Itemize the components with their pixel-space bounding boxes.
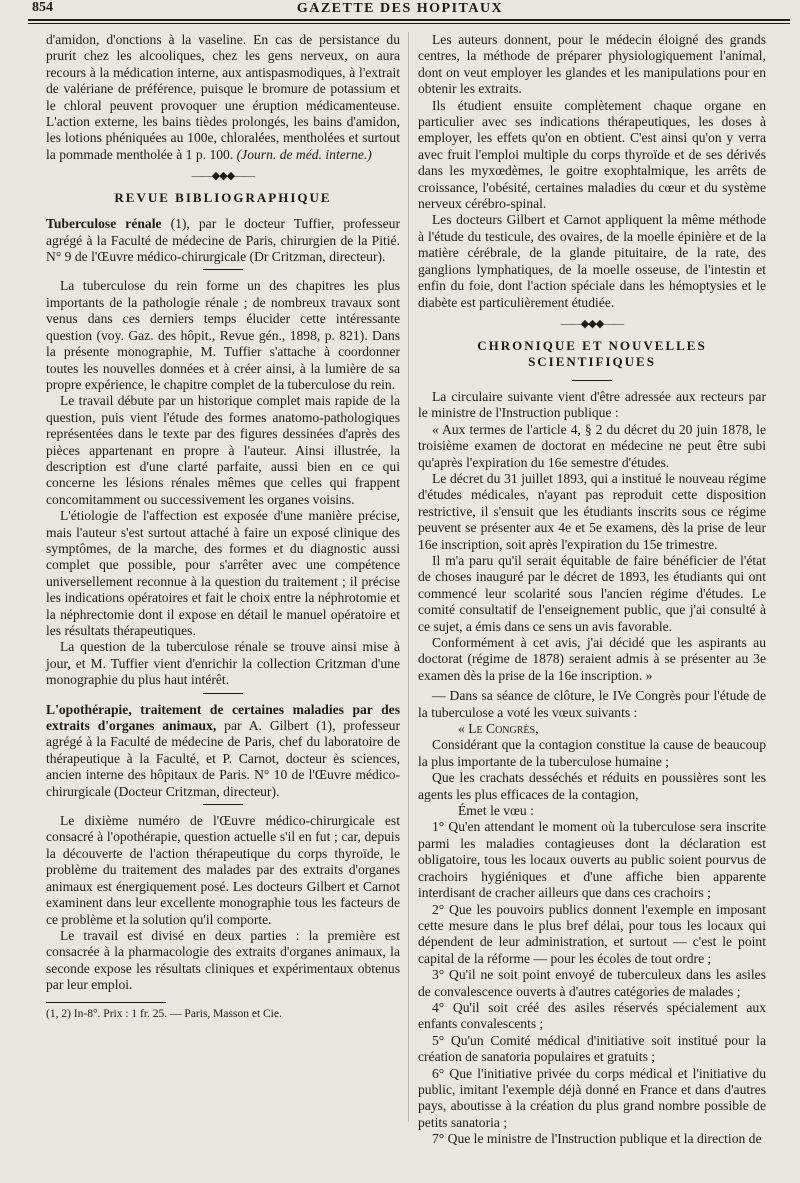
divider: [203, 269, 243, 270]
left-column: [46, 32, 400, 1132]
paragraph: Le décret du 31 juillet 1893, qui a institué le nouveau régime d'études médicales, n'ayant pas reproduit cette disposition restrictive, il s'ensuit que les étudiants inscrits sous ce régime peuvent se présenter aux 4e et 5e examens, dès la prise de leur 16e inscription, soit après l'expiration du 15e trimestre.: [418, 470, 766, 552]
paragraph: — Dans sa séance de clôture, le IVe Congrès pour l'étude de la tuberculose a voté les vœux suivants :: [418, 688, 766, 720]
paragraph: Que les crachats desséchés et réduits en poussières sont les agents les plus efficaces de la contagion,: [418, 770, 766, 802]
footnote: (1, 2) In-8°. Prix : 1 fr. 25. — Paris, Masson et Cie.: [46, 1007, 282, 1020]
footnote-rule: [46, 1002, 166, 1003]
column-separator: [408, 32, 409, 1122]
review-heading: Tuberculose rénale (1), par le docteur Tuffier, professeur agrégé à la Faculté de médecine de Paris, chirurgien de la Pitié. N° 9 de l'Œuvre médico-chirurgicale (Dr Critzman, directeur).: [46, 216, 400, 265]
paragraph: Le dixième numéro de l'Œuvre médico-chirurgicale est consacré à l'opothérapie, question actuelle s'il en fut ; car, depuis la découverte de l'action thérapeutique du corps thyroïde, le problème du traitement des malades par des extraits d'organes animaux est énergiquement posé. Les docteurs Gilbert et Carnot examinent dans leur excellente monographie tous les facteurs de ce problème et la solution qu'il comporte.: [46, 813, 400, 927]
paragraph: La circulaire suivante vient d'être adressée aux recteurs par le ministre de l'Instruction publique :: [418, 388, 766, 421]
paragraph: Le travail est divisé en deux parties : la première est consacrée à la pharmacologie des extraits d'organes animaux, la seconde expose les résultats cliniques et expérimentaux obtenus par leur emploi.: [46, 927, 400, 993]
ornament-divider: ——◆◆◆——: [191, 170, 255, 183]
list-item: 4° Qu'il soit créé des asiles réservés spécialement aux enfants convalescents ;: [418, 999, 766, 1032]
paragraph: Ils étudient ensuite complètement chaque organe en particulier avec ses indications thérapeutiques, les doses à employer, les effets qu'on en obtient. C'est ainsi qu'on y verra avec fruit l'emploi multiple du corps thyroïde et de ses dérivés dans les myxœdèmes, le goitre exophtalmique, les arrêts de croissance, l'obésité, certaines maladies du cœur et du système nerveux cérébro-spinal.: [418, 97, 766, 212]
section-title-revue: REVUE BIBLIOGRAPHIQUE: [114, 190, 332, 206]
paragraph: Le travail débute par un historique complet mais rapide de la question, puis vient l'étude des formes anatomo-pathologiques représentées dans le texte par des figures dessinées d'après des pièces appartenant en propre à l'auteur. Ainsi illustrée, la description est d'une clarté parfaite, aussi bien en ce qui concerne les lésions rénales mêmes que celles qui frappent concomitamment ou successivement les organes voisins.: [46, 393, 400, 507]
paragraph: Conformément à cet avis, j'ai décidé que les aspirants au doctorat (régime de 1878) seraient admis à se présenter au 3e examen dès la prise de la 16e inscription. »: [418, 635, 766, 683]
section-title-chronique: CHRONIQUE ET NOUVELLES SCIENTIFIQUES: [477, 337, 707, 369]
quote-opening: « Le Congrès,: [458, 721, 539, 737]
paragraph: Considérant que la contagion constitue la cause de beaucoup la plus importante de la tuberculose humaine ;: [418, 737, 766, 769]
list-item: 6° Que l'initiative privée du corps médical et l'initiative du public, imitant l'exemple déjà donné en France et dans d'autres pays, aboutisse à la création du plus grand nombre possible de petits sanatoria ;: [418, 1065, 766, 1130]
paragraph: Les docteurs Gilbert et Carnot appliquent la même méthode à l'étude du testicule, des ovaires, de la moelle épinière et de la matière cérébrale, de la glande pituitaire, de la rate, des ganglions lymphatiques, de la moelle osseuse, de l'intestin et enfin du foie, dont l'action spéciale dans les hémoptysies et le diabète est particulièrement étudiée.: [418, 212, 766, 310]
ornament-divider: ——◆◆◆——: [560, 317, 624, 330]
list-item: 1° Qu'en attendant le moment où la tuberculose sera inscrite parmi les maladies contagieuses dont la déclaration est obligatoire, tous les locaux ouverts au public soient pourvus de crachoirs hygiéniques et d'une affiche bien apparente interdisant de cracher ailleurs que dans ces crachoirs ;: [418, 819, 766, 901]
header-rule-thin: [28, 23, 790, 24]
divider: [203, 693, 243, 694]
paragraph: d'amidon, d'onctions à la vaseline. En cas de persistance du prurit chez les alcooliques, chez les gens nerveux, on aura recours à la médication interne, aux antispasmodiques, à l'extrait de valériane de préférence, puisque le bromure de potassium et le chloral peuvent provoquer une éruption médicamenteuse. L'action externe, les bains tièdes prolongés, les bains d'amidon, les lotions phéniquées au 100e, chloralées, mentholées et surtout la pommade mentholée à 1 p. 100. (Journ. de méd. interne.): [46, 32, 400, 162]
list-item: 5° Qu'un Comité médical d'initiative soit institué pour la création de sanatoria populaires et gratuits ;: [418, 1032, 766, 1065]
paragraph: L'étiologie de l'affection est exposée d'une manière précise, mais l'auteur s'est surtout attaché à faire un exposé clinique des symptômes, de la marche, des formes et du diagnostic aussi complet que possible, pour s'arrêter avec une compétence universellement reconnue à la question du traitement ; il précise les indications opératoires et fait le choix entre la néphrotomie et la néphrectomie dont il expose en détail le manuel opératoire et les résultats thérapeutiques.: [46, 508, 400, 638]
running-title: GAZETTE DES HOPITAUX: [296, 1, 504, 16]
page-header: [0, 0, 800, 30]
paragraph: Il m'a paru qu'il serait équitable de faire bénéficier de l'état de choses inauguré par le décret de 1893, les étudiants qui ont commencé leur scolarité sous l'ancien régime d'études. Le comité consultatif de l'enseignement public, que j'ai consulté à ce sujet, a émis dans ce sens un avis favorable.: [418, 552, 766, 634]
paragraph: La question de la tuberculose rénale se trouve ainsi mise à jour, et M. Tuffier vient d'enrichir la collection Critzman d'une monographie du plus haut intérêt.: [46, 639, 400, 688]
paragraph: « Aux termes de l'article 4, § 2 du décret du 20 juin 1878, le troisième examen de doctorat en médecine ne peut être subi qu'après l'expiration du 16e semestre d'études.: [418, 421, 766, 470]
list-item: 3° Qu'il ne soit point envoyé de tuberculeux dans les asiles de convalescence ouverts à d'autres catégories de malades ;: [418, 967, 766, 999]
divider: [572, 380, 612, 381]
review-heading: L'opothérapie, traitement de certaines maladies par des extraits d'organes animaux, par A. Gilbert (1), professeur agrégé à la Faculté de médecine de Paris, chef du laboratoire de thérapeutique à la Faculté, et P. Carnot, docteur ès sciences, ancien interne des hôpitaux de Paris. N° 10 de l'Œuvre médico-chirurgicale (Docteur Critzman, directeur).: [46, 701, 401, 799]
divider: [203, 804, 243, 805]
page-number: 854: [32, 0, 53, 15]
right-column: [418, 32, 766, 1147]
paragraph: Les auteurs donnent, pour le médecin éloigné des grands centres, la méthode de préparer physiologiquement l'animal, dont on veut employer les glandes et les manipulations pour en obtenir les extraits.: [418, 32, 766, 97]
list-item: 7° Que le ministre de l'Instruction publique et la direction de: [432, 1131, 762, 1147]
paragraph: Émet le vœu :: [458, 803, 534, 819]
list-item: 2° Que les pouvoirs publics donnent l'exemple en imposant cette mesure dans le plus bref délai, pour tous les locaux qui dépendent de leur administration, et surtout — c'est le point capital de la réforme — pour les écoles de tout ordre ;: [418, 901, 766, 966]
header-rule: [28, 19, 790, 21]
paragraph: La tuberculose du rein forme un des chapitres les plus importants de la pathologie rénale ; de nombreux travaux sont venus dans ces derniers temps élucider cette intéressante question (voy. Gaz. des hôpit., Revue gén., 1898, p. 821). Dans la présente monographie, M. Tuffier s'attache à coordonner toutes les nouvelles données et à créer ainsi, à la lumière de sa propre expérience, le chapitre complet de la tuberculose du rein.: [46, 278, 400, 392]
